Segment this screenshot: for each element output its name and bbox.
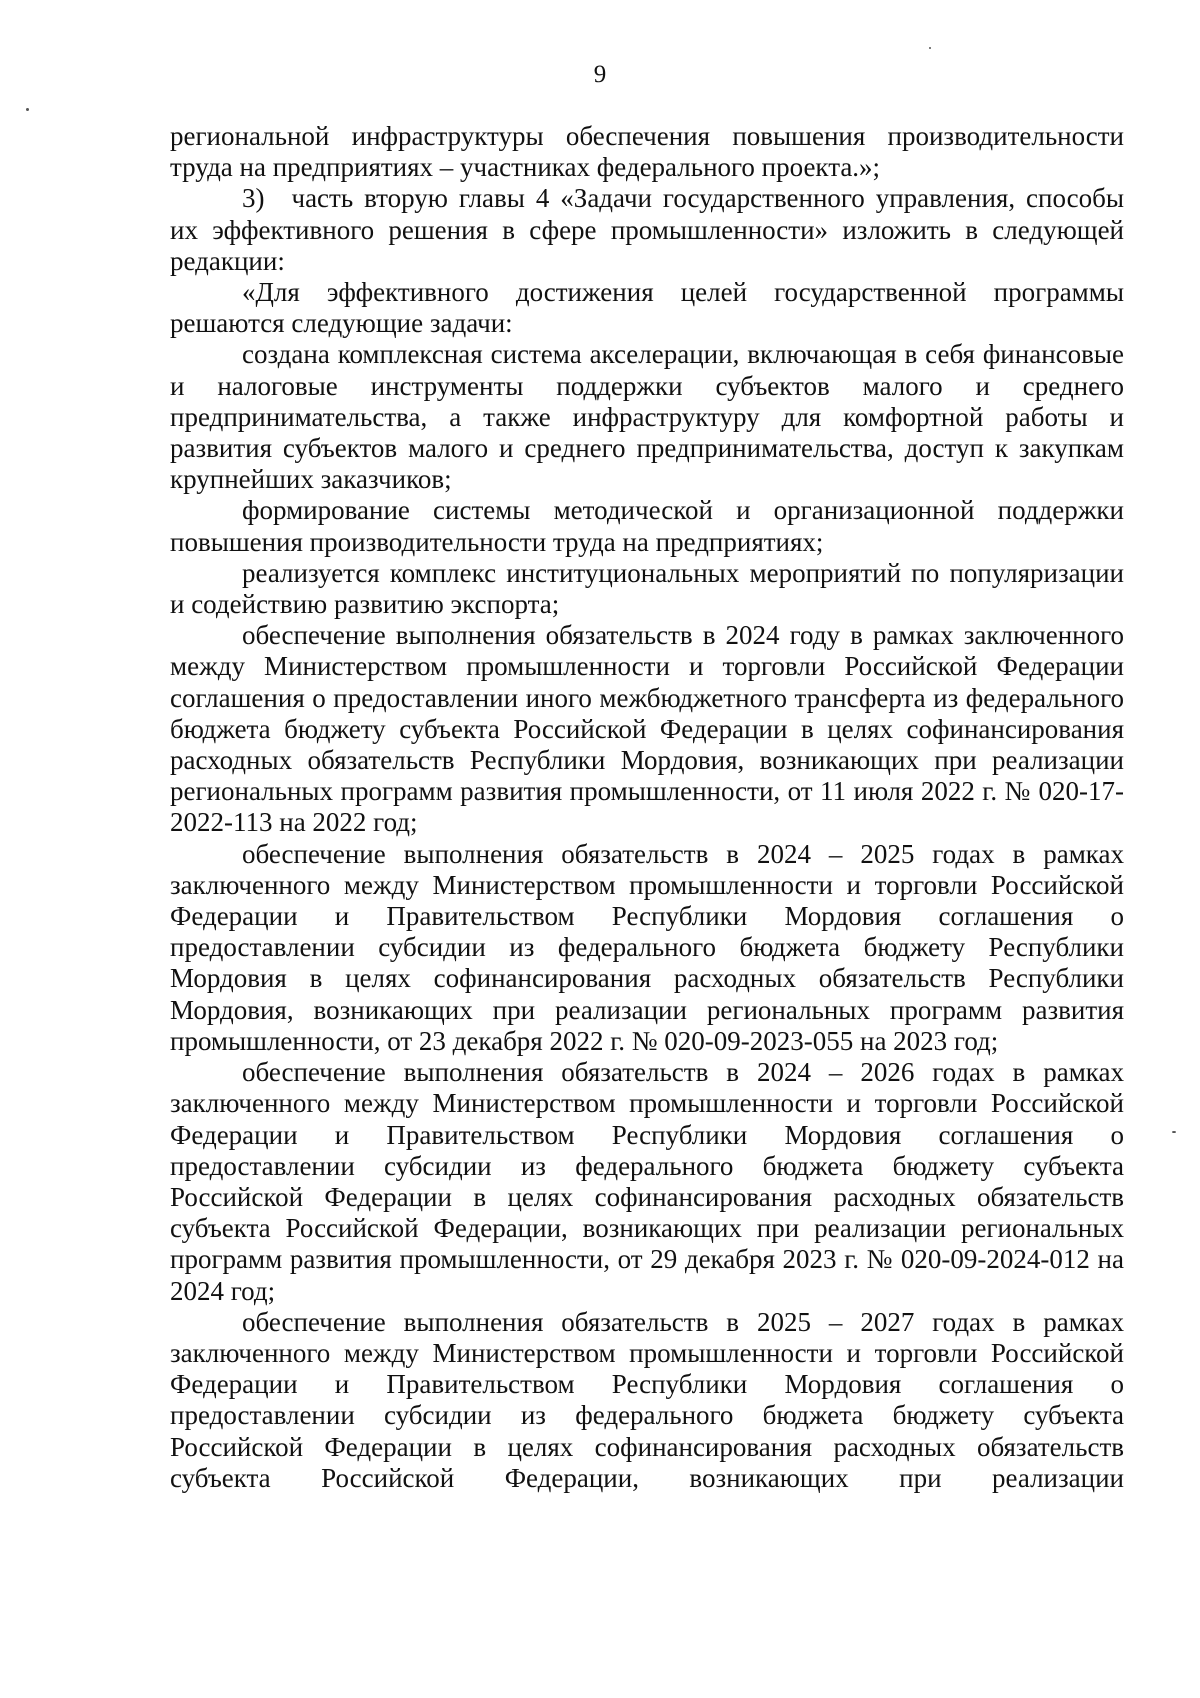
scan-speck	[26, 108, 29, 111]
paragraph-task-productivity: формирование системы методической и организационной поддержки повышения производительности труда на предприятиях;	[170, 495, 1124, 557]
document-body	[170, 121, 1124, 1494]
paragraph-obligation-2024-2026: обеспечение выполнения обязательств в 2024 – 2026 годах в рамках заключенного между Министерством промышленности и торговли Российской Федерации и Правительством Республики Мордовия соглашения о предоставлении субсидии из федерального бюджета бюджету субъекта Российской Федерации в целях софинансирования расходных обязательств субъекта Российской Федерации, возникающих при реализации региональных программ развития промышленности, от 29 декабря 2023 г. № 020-09-2024-012 на 2024 год;	[170, 1057, 1124, 1306]
paragraph-continuation: региональной инфраструктуры обеспечения повышения производительности труда на предприятиях – участниках федерального проекта.»;	[170, 121, 1124, 183]
paragraph-obligation-2024: обеспечение выполнения обязательств в 2024 году в рамках заключенного между Министерством промышленности и торговли Российской Федерации соглашения о предоставлении иного межбюджетного трансферта из федерального бюджета бюджету субъекта Российской Федерации в целях софинансирования расходных обязательств Республики Мордовия, возникающих при реализации региональных программ развития промышленности, от 11 июля 2022 г. № 020-17-2022-113 на 2022 год;	[170, 620, 1124, 838]
scan-speck	[1172, 1131, 1176, 1133]
page-number: 9	[593, 61, 607, 88]
paragraph-quote-intro: «Для эффективного достижения целей государственной программы решаются следующие задачи:	[170, 277, 1124, 339]
paragraph-obligation-2025-2027: обеспечение выполнения обязательств в 2025 – 2027 годах в рамках заключенного между Министерством промышленности и торговли Российской Федерации и Правительством Республики Мордовия соглашения о предоставлении субсидии из федерального бюджета бюджету субъекта Российской Федерации в целях софинансирования расходных обязательств субъекта Российской Федерации, возникающих при реализации	[170, 1306, 1124, 1493]
paragraph-task-acceleration: создана комплексная система акселерации, включающая в себя финансовые и налоговые инструменты поддержки субъектов малого и среднего предпринимательства, а также инфраструктуру для комфортной работы и развития субъектов малого и среднего предпринимательства, доступ к закупкам крупнейших заказчиков;	[170, 339, 1124, 495]
paragraph-obligation-2024-2025: обеспечение выполнения обязательств в 2024 – 2025 годах в рамках заключенного между Министерством промышленности и торговли Российской Федерации и Правительством Республики Мордовия соглашения о предоставлении субсидии из федерального бюджета бюджету Республики Мордовия в целях софинансирования расходных обязательств Республики Мордовия, возникающих при реализации региональных программ развития промышленности, от 23 декабря 2022 г. № 020-09-2023-055 на 2023 год;	[170, 838, 1124, 1056]
scan-speck	[929, 47, 931, 49]
paragraph-task-export: реализуется комплекс институциональных мероприятий по популяризации и содействию развитию экспорта;	[170, 557, 1124, 620]
paragraph-item-3: 3) часть вторую главы 4 «Задачи государственного управления, способы их эффективного решения в сфере промышленности» изложить в следующей редакции:	[170, 183, 1124, 276]
